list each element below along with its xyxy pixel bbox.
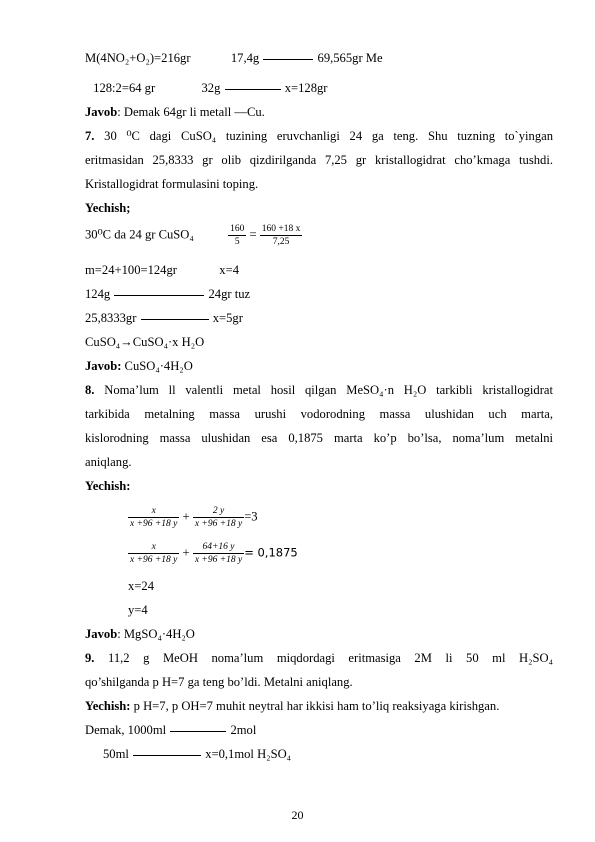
solution-line-9 <box>85 698 499 714</box>
problem-number: 7. <box>85 129 95 143</box>
fraction <box>193 506 244 529</box>
denominator: 5 <box>234 237 240 247</box>
result-x: x=24 <box>128 579 154 593</box>
line-124 <box>85 286 250 302</box>
arrow-line <box>170 731 226 732</box>
reaction-line: CuSO₄→CuSO₄·x H₂O <box>85 335 205 349</box>
answer-text: : MgSO₄·4H₂O <box>117 627 195 641</box>
fraction <box>193 542 244 565</box>
equals-sign: = <box>249 227 257 242</box>
fraction <box>260 224 303 247</box>
text: 17,4g <box>230 51 260 65</box>
problem-8-line-4 <box>85 454 132 470</box>
denominator: x +96 +18 y <box>130 555 178 565</box>
denominator: 7,25 <box>272 237 290 247</box>
arrow-line <box>141 319 209 320</box>
equation-2 <box>128 542 298 565</box>
text: 2mol <box>230 723 257 737</box>
answer-line-3 <box>85 626 195 642</box>
text: x=4 <box>219 263 239 277</box>
arrow-line <box>114 295 204 296</box>
equation-1 <box>128 506 258 529</box>
text: Kristallogidrat formulasini toping. <box>85 177 259 191</box>
answer-text: : Demak 64gr li metall —Cu. <box>117 105 265 119</box>
text: x=0,1mol H₂SO₄ <box>205 747 292 761</box>
text: kislorodning massa ulushidan esa 0,1875 marta ko’p bo’lsa, noma’lum metalni <box>85 431 553 445</box>
line-25-8333 <box>85 310 243 326</box>
text: 128:2=64 gr <box>93 81 156 95</box>
fraction <box>228 224 246 247</box>
text: Demak, 1000ml <box>85 723 167 737</box>
solution-heading: Yechish: <box>85 479 131 493</box>
line-mass <box>85 262 239 278</box>
rhs: = 0,1875 <box>244 545 298 560</box>
denominator: x +96 +18 y <box>130 519 178 529</box>
problem-9-line-2 <box>85 674 353 690</box>
text: eritmasidan 25,8333 gr olib qizdirilganda 7,25 gr kristallogidrat cho’kmaga tushdi. <box>85 153 553 167</box>
denominator: x +96 +18 y <box>194 519 243 529</box>
solution-label: Yechish: <box>85 699 131 713</box>
problem-8-line-2 <box>85 406 553 422</box>
text: p H=7, p OH=7 muhit neytral har ikkisi ham to’liq reaksiyaga kirishgan. <box>130 699 500 713</box>
answer-text: CuSO₄·4H₂O <box>121 359 193 373</box>
answer-line-2 <box>85 358 193 374</box>
problem-8-line-1 <box>85 382 553 398</box>
fraction <box>128 506 179 529</box>
text: x=128gr <box>284 81 328 95</box>
arrow-line <box>225 89 281 90</box>
text: x=5gr <box>212 311 243 325</box>
solution-equation <box>85 224 302 247</box>
text: aniqlang. <box>85 455 132 469</box>
numerator: x <box>128 506 179 518</box>
answer-label: Javob <box>85 627 118 641</box>
text: qo’shilganda p H=7 ga teng bo’ldi. Metalni aniqlang. <box>85 675 353 689</box>
text: 124g <box>85 287 111 301</box>
answer-line-1 <box>85 104 265 120</box>
solution-heading: Yechish; <box>85 201 131 215</box>
text: 24gr tuz <box>208 287 251 301</box>
answer-label: Javob: <box>85 359 122 373</box>
plus-sign: + <box>182 545 190 560</box>
numerator: x <box>128 542 179 554</box>
result-y: y=4 <box>128 603 148 617</box>
problem-number: 8. <box>85 383 95 397</box>
text: tarkibida metalning massa urushi vodorodning massa ulushidan uch marta, <box>85 407 553 421</box>
page-number: 20 <box>291 808 304 822</box>
fraction <box>128 542 179 565</box>
text: 30 ⁰C dagi CuSO₄ tuzining eruvchanligi 24 ga teng. Shu tuzning to`yingan <box>104 129 553 143</box>
text: 32g <box>201 81 221 95</box>
rhs: =3 <box>244 509 258 524</box>
line-128 <box>85 80 327 96</box>
problem-number: 9. <box>85 651 95 665</box>
numerator: 160 +18 x <box>261 224 301 234</box>
problem-9-line-1 <box>85 650 553 666</box>
text: 25,8333gr <box>85 311 137 325</box>
numerator: 160 <box>230 224 245 234</box>
text: 69,565gr Me <box>317 51 383 65</box>
plus-sign: + <box>182 509 190 524</box>
text: m=24+100=124gr <box>85 263 177 277</box>
text: 30⁰C da 24 gr CuSO₄ <box>85 227 194 242</box>
text: 50ml <box>103 747 129 761</box>
problem-7-line-1 <box>85 128 553 144</box>
numerator: 2 y <box>193 506 244 518</box>
arrow-line <box>133 755 201 756</box>
line-molar-mass <box>85 50 383 66</box>
denominator: x +96 +18 y <box>194 555 243 565</box>
text: M(4NO₂+O₂)=216gr <box>85 51 191 65</box>
line-1000ml <box>85 722 256 738</box>
problem-7-line-3 <box>85 176 258 192</box>
answer-label: Javob <box>85 105 118 119</box>
text: 11,2 g MeOH noma’lum miqdordagi eritmasiga 2M li 50 ml H₂SO₄ <box>94 651 553 665</box>
problem-7-line-2 <box>85 152 553 168</box>
line-50ml <box>103 746 291 762</box>
numerator: 64+16 y <box>193 542 244 554</box>
text: Noma’lum ll valentli metal hosil qilgan MeSO₄·n H₂O tarkibli kristallogidrat <box>94 383 553 397</box>
arrow-line <box>263 59 313 60</box>
problem-8-line-3 <box>85 430 553 446</box>
